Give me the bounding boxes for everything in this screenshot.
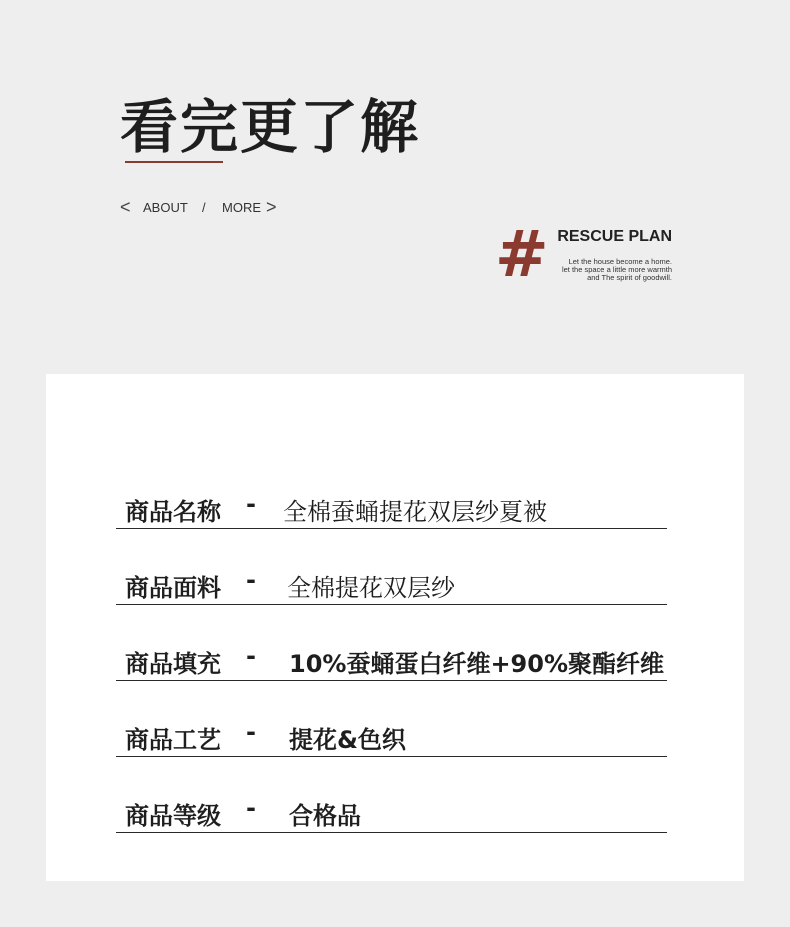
nav-separator: / [202,200,206,215]
spec-label: 商品面料 [125,574,221,602]
rescue-plan-title: RESCUE PLAN [557,228,672,245]
spec-dash: - [246,490,256,518]
hash-icon: # [495,218,549,292]
spec-card [46,374,744,881]
title-underline [125,161,223,163]
spec-value: 提花&色织 [289,726,406,754]
spec-label: 商品等级 [125,802,221,830]
spec-value: 全棉提花双层纱 [287,574,455,602]
spec-label: 商品填充 [125,650,221,678]
spec-dash: - [246,642,256,670]
rescue-plan-line: Let the house become a home. [568,257,672,266]
chevron-left-icon[interactable]: < [120,197,131,217]
page-title: 看完更了解 [120,93,421,161]
about-label: ABOUT [143,200,188,215]
spec-dash: - [246,718,256,746]
spec-row-filling [116,644,667,681]
rescue-plan-badge [495,218,675,292]
rescue-plan-line: and The spirit of goodwill. [587,273,672,282]
spec-row-fabric [116,568,667,605]
spec-row-name [116,492,667,529]
spec-value: 10%蚕蛹蛋白纤维+90%聚酯纤维 [289,650,664,678]
spec-row-craft [116,720,667,757]
spec-dash: - [246,566,256,594]
spec-label: 商品名称 [125,498,221,526]
chevron-right-icon[interactable]: > [266,197,277,217]
spec-value: 全棉蚕蛹提花双层纱夏被 [283,498,547,526]
more-label: MORE [222,200,261,215]
spec-label: 商品工艺 [125,726,221,754]
spec-dash: - [246,794,256,822]
spec-row-grade [116,796,667,833]
rescue-plan-line: let the space a little more warmth [561,265,672,274]
spec-value: 合格品 [289,802,361,830]
